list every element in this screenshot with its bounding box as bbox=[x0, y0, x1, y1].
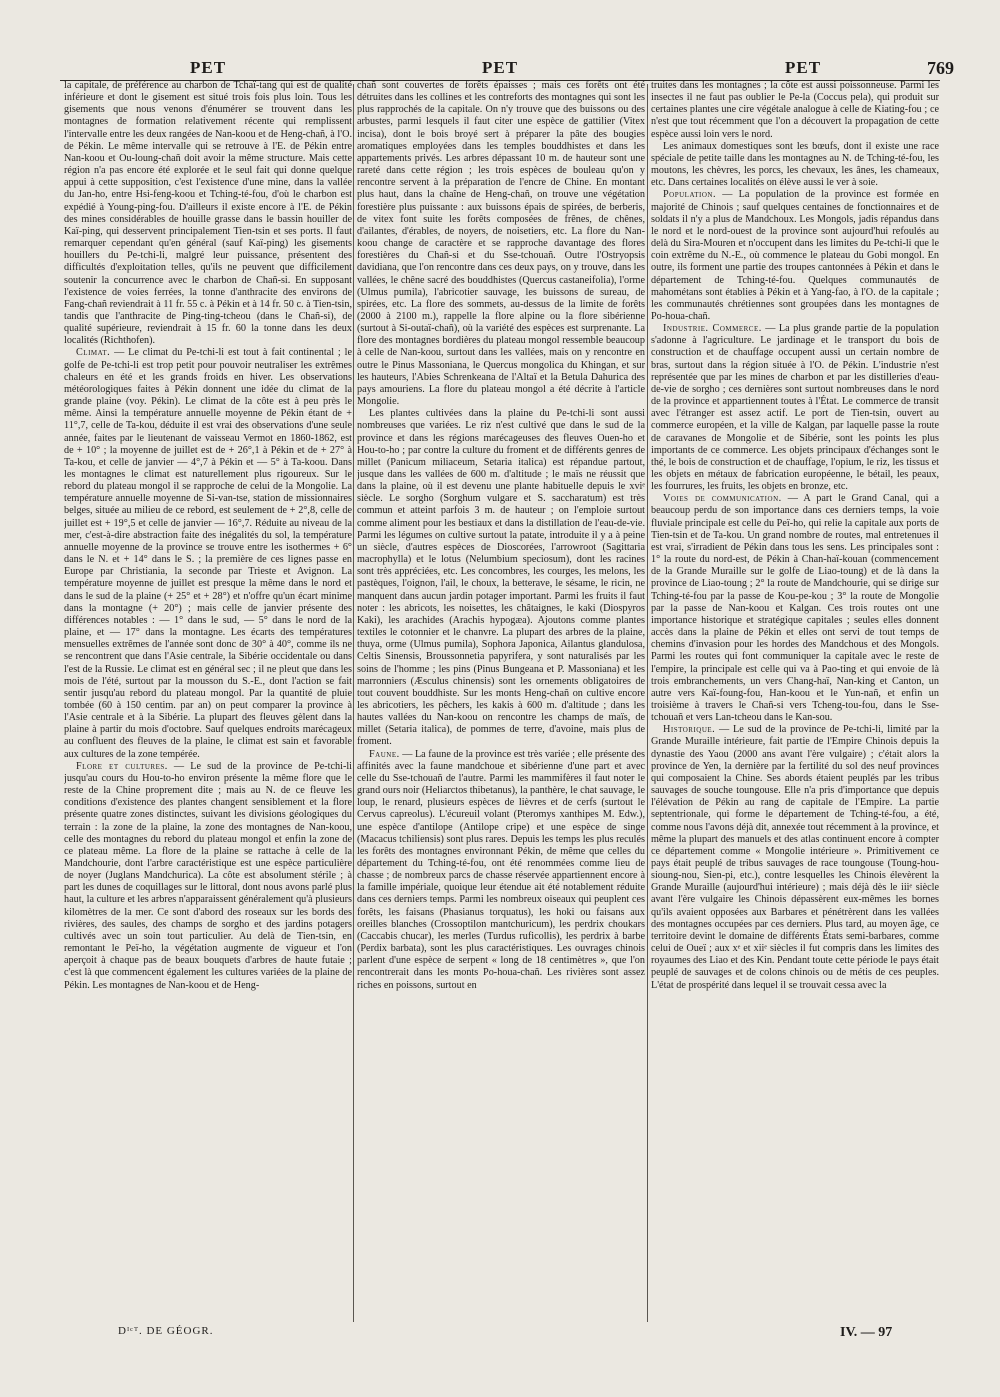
paragraph bbox=[357, 80, 645, 408]
text-column-2 bbox=[357, 80, 645, 1320]
paragraph-text: — Le sud de la province de Pe-tchi-li jusqu'au cours du Hou-to-ho environ présente la même flore que le reste de la Chine proprement dite ; mais au N. de ce fleuve les conditions d'existence des plantes changent sensiblement et la flore présente quatre zones distinctes, suivant les divisions géologiques du terrain : la zone de la plaine, la zone des montagnes de Nan-koou, celle des montagnes du rebord du plateau mongol et enfin la zone de ce plateau même. La flore de la plaine se rattache à celle de la Mandchourie, dont l'arbre caractéristique est une espèce particulière de noyer (Juglans Mandchurica). La côte est absolument stérile ; à part les dunes de coquillages sur le littoral, dont nous avons parlé plus haut, la culture et les arbres n'apparaissent généralement qu'à plusieurs kilomètres de la mer. Ce sont d'abord des roseaux sur les bords des rivières, des saules, des champs de sorgho et des jardins potagers cultivés avec un soin tout particulier. Au delà de Tien-tsin, en remontant le Peï-ho, la végétation augmente de vigueur et l'on aperçoit à chaque pas de beaux bouquets d'arbres de haute futaie ; c'est là que commencent également les cultures variées de la plaine de Pékin. Les montagnes de Nan-koou et de Heng- bbox=[64, 760, 352, 991]
paragraph-text: — Le sud de la province de Pe-tchi-li, limité par la Grande Muraille intérieure, fait partie de l'Empire Chinois depuis la dynastie des Yaou (2000 ans avant l'ère vulgaire) ; c'était alors la province de Yen, la dernière par la fertilité du sol des neuf provinces qui composaient la Chine. Ses abords étaient peuplés par les tribus sauvages de souche toungouse. Elle n'a pris d'importance que depuis l'élévation de Pékin au rang de capitale de l'Empire. La partie septentrionale, qui forme le département de Tching-té-fou, a été, comme nous l'avons déjà dit, annexée tout récemment à la province, et même la plupart des manuels et des atlas continuent encore à compter ce département comme « Mongolie intérieure ». Primitivement ce pays était peuplé de tribus sauvages de race toungouse (Toung-hou-sioung-nou, Sien-pi, etc.), contre lesquelles les Chinois élevèrent la Grande Muraille (aujourd'hui intérieure) ; mais déjà dès le iiiᵉ siècle avant l'ère vulgaire les Chinois dépassèrent eux-mêmes les bornes qu'ils avaient opposées aux Barbares et pénétrèrent dans les vallées des montagnes occupées par ces derniers. Plus tard, au moyen âge, ce territoire devint le domaine de différents États semi-barbares, comme celui de Oueï ; aux xᵉ et xiiᵉ siècles il fut compris dans les limites des royaumes des Liao et des Kin. Pendant toute cette période le pays était peuplé de sauvages et de colons chinois ou de métis de ces peuples. L'état de prospérité dans lequel il se trouvait cessa avec la bbox=[651, 724, 939, 991]
paragraph-text: Les plantes cultivées dans la plaine du Pe-tchi-li sont aussi nombreuses que variées. Le riz n'est cultivé que dans le sud de la province et dans les régions marécageuses des fleuves Ouen-ho et Hou-to-ho ; par contre la culture du froment et de différents genres de millet (Panicum miliaceum, Setaria italica) est répandue partout, jusque dans les vallées de 600 m. d'altitude ; le maïs ne réussit que dans la plaine, où il est devenu une plante habituelle depuis le xviᵉ siècle. Le sorgho (Sorghum vulgare et S. saccharatum) est très commun et atteint parfois 3 m. de hauteur ; on l'emploie surtout comme aliment pour les bestiaux et dans la distillation de l'eau-de-vie. Parmi les légumes on cultive surtout la patate, introduite il y a à peine un siècle, d'autres espèces de Dioscorées, l'arrowroot (Sagittaria macrophylla) et le lotus (Nelumbium speciosum), dont les racines sont très appréciées, etc. Les concombres, les courges, les melons, les pastèques, l'oignon, l'ail, le choux, la betterave, le sésame, le ricin, ne manquent dans aucun jardin potager important. Parmi les fruits il faut noter : les abricots, les noisettes, les châtaignes, le kaki (Diospyros Kaki), les arachides (Arachis hypogæa). Ajoutons comme plantes textiles le cotonnier et le chanvre. La plupart des arbres de la plaine, thuya, orme (Ulmus pumila), Sophora Japonica, Ailantus glandulosa, Celtis Sinensis, Broussonnetia papyrifera, y sont naturalisés par les soins de l'homme ; les pins (Pinus Bungeana et P. Massoniana) et les marronniers (Æsculus chinensis) sont les ornements obligatoires de tout couvent bouddhiste. Sur les monts Heng-chañ on cultive encore les abricotiers, les pêchers, les kakis à 600 m. d'altitude ; dans les hautes vallées du Nan-koou on rencontre les champs de maïs, de millet (Setaria italica), de pommes de terre, d'avoine, mais plus de froment. bbox=[357, 408, 645, 748]
text-column-1 bbox=[64, 80, 352, 1320]
paragraph-text: truites dans les montagnes ; la côte est aussi poissonneuse. Parmi les insectes il ne faut pas oublier le Pe-la (Coccus pela), qui produit sur certaines plantes une cire végétale analogue à celle de Kiating-fou ; ce n'est que tout récemment que l'on a découvert la propagation de cette espèce aussi loin vers le nord. bbox=[651, 80, 939, 140]
paragraph bbox=[651, 724, 939, 991]
paragraph bbox=[64, 80, 352, 347]
paragraph bbox=[64, 761, 352, 992]
column-divider-2 bbox=[647, 84, 648, 1322]
section-heading: Industrie. Commerce. bbox=[663, 323, 762, 335]
section-heading: Historique. bbox=[663, 724, 716, 736]
paragraph bbox=[651, 141, 939, 190]
footer-sheet-number: IV. — 97 bbox=[840, 1325, 893, 1340]
section-heading: Faune. bbox=[369, 748, 400, 760]
paragraph bbox=[651, 493, 939, 724]
page-number: 769 bbox=[927, 58, 954, 78]
header-center-word: PET bbox=[482, 58, 519, 77]
footer-signature: Dᴵᶜᵀ. DE GÉOGR. bbox=[118, 1325, 214, 1337]
header-right-word: PET bbox=[785, 58, 822, 77]
paragraph bbox=[651, 189, 939, 323]
paragraph-text: — La population de la province est formée en majorité de Chinois ; sauf quelques centaines de fonctionnaires et de soldats il n'y a plus de Mandchoux. Les Mongols, jadis répandus dans le nord et le nord-ouest de la province sont aujourd'hui refoulés au delà du Sira-Mouren et n'occupent dans les limites du Pe-tchi-li que le coin extrême du N.-E., où commence le plateau du Gobi mongol. En outre, ils forment une partie des troupes cantonnées à Pékin et dans le département de Tching-té-fou. Quelques communautés de mahométans sont établies à Pékin et à Yang-fao, à l'O. de la capitale ; les communautés chrétiennes sont groupées dans les montagnes de Po-houa-chañ. bbox=[651, 189, 939, 322]
paragraph bbox=[651, 323, 939, 493]
column-divider-1 bbox=[353, 84, 354, 1322]
paragraph-text: — La plus grande partie de la population s'adonne à l'agriculture. Le jardinage et le transport du bois de construction et de chauffage occupent aussi un certain nombre de bras, surtout dans la région située à l'O. de Pékin. L'industrie n'est représentée que par les mines de charbon et par les distilleries d'eau-de-vie de sorgho ; ces dernières sont surtout nombreuses dans le nord de la province et appartiennent toutes à l'État. Le commerce de transit avec l'étranger est assez actif. Le port de Tien-tsin, ouvert au commerce européen, et la ville de Kalgan, par laquelle passe la route de caravanes de Mongolie et de Sibérie, sont les points les plus importants de ce commerce. Les objets principaux d'échanges sont le thé, le bois de construction et de chauffage, l'opium, le riz, les tissus et les objets en métaux de fabrication européenne, le bétail, les peaux, les fourrures, les fruits, les objets en bronze, etc. bbox=[651, 323, 939, 493]
paragraph bbox=[357, 408, 645, 748]
text-column-3 bbox=[651, 80, 939, 1320]
paragraph bbox=[357, 749, 645, 992]
section-heading: Population. bbox=[663, 189, 716, 201]
header-left-word: PET bbox=[190, 58, 227, 77]
paragraph-text: — A part le Grand Canal, qui a beaucoup perdu de son importance dans ces derniers temps, la voie fluviale principale est celle du Peï-ho, qui relie la capitale aux ports de Tien-tsin et de Ta-kou. Un grand nombre de routes, mal entretenues il est vrai, s'irradient de Pékin dans tous les sens. Les principales sont : 1° la route du nord-est, de Pékin à Chan-haï-kouan (commencement de la Grande Muraille sur le golfe de Liao-toung) et de là dans la province de Liao-toung ; 2° la route de Mandchourie, qui se dirige sur Tching-té-fou par la passe de Kou-pe-kou ; 3° la route de Mongolie par la passe de Nan-koou et Kalgan. Ces trois routes ont une importance historique et stratégique capitales ; seules elles donnent accès dans la plaine de Pékin et elles ont servi de tout temps de chemins d'invasion pour les hordes des Mandchous et des Mongols. Parmi les routes qui font communiquer la capitale avec le reste de l'empire, la principale est celle qui va à Pao-ting et qui envoie de là trois embranchements, un vers Chang-haï, Nan-king et Canton, un autre vers Kaï-foung-fou, Han-koou et le Yun-nañ, et enfin un troisième à travers le Chañ-si vers Tcheng-tou-fou, dans le Sse-tchouañ et vers Lan-tcheou dans le Kan-sou. bbox=[651, 493, 939, 724]
paragraph bbox=[64, 347, 352, 760]
paragraph bbox=[651, 80, 939, 141]
paragraph-text: la capitale, de préférence au charbon de Tchaï-tang qui est de qualité inférieure et dont le gisement est situé trois fois plus loin. Tous les gisements que nous venons d'énumérer se trouvent dans les montagnes de formation relativement récente qui remplissent l'intervalle entre les deux rangées de Nan-koou et de Heng-chañ, à l'O. de Pékin. Le même intervalle qui se retrouve à l'E. de Pékin entre Nan-koou et Ou-loung-chañ doit avoir la même structure. Mais cette région n'a pas encore été explorée et le seul fait qui donne quelque appui à cette supposition, c'est l'existence d'une mine, dans la vallée du Jan-ho, entre Hsi-feng-koou et Tching-té-fou, d'où le charbon est expédié à Young-ping-fou. D'ailleurs il existe encore à l'E. de Pékin des mines considérables de houille grasse dans le bassin houiller de Kaï-ping, qui desservent principalement Tien-tsin et ses ports. Il faut remarquer cependant qu'en général (sauf Kaï-ping) les gisements houillers du Pe-tchi-li, malgré leur puissance, présentent des difficultés d'exploitation telles, qu'ils ne peuvent que difficilement soutenir la concurrence avec le charbon de Chañ-si. En supposant l'existence de voies ferrées, la tonne d'anthracite des environs de Fang-chañ reviendrait à 11 fr. 55 c. à Pékin et à 14 fr. 50 c. à Tien-tsin, tandis que l'anthracite de Ping-ting-tcheou (dans le Chañ-si), de qualité supérieure, reviendrait à 15 fr. 60 la tonne dans les deux localités (Richthofen). bbox=[64, 80, 352, 347]
section-heading: Voies de communication. bbox=[663, 493, 782, 505]
paragraph-text: — La faune de la province est très variée ; elle présente des affinités avec la faune mandchoue et sibérienne d'une part et avec celle du Sse-tchouañ de l'autre. Parmi les mammifères il faut noter le grand ours noir (Heliarctos thibetanus), la panthère, le chat sauvage, le loup, le renard, plusieurs espèces de lièvres et de cerfs (surtout le Cervus capreolus). L'écureuil volant (Pteromys xanthipes M. Edw.), une espèce d'antilope (Antilope cripe) et une espèce de singe (Macacus tchiliensis) sont plus rares. Depuis les temps les plus reculés les forêts des montagnes environnant Pékin, de même que celles du département du Tching-té-fou, ont été renommées comme lieu de chasse ; de nombreux parcs de chasse réservée appartiennent encore à la famille impériale, quoique leur étendue ait été notablement réduite dans ces derniers temps. Parmi les nombreux oiseaux qui peuplent ces forêts, les faisans (Phasianus torquatus), les hoki ou faisans aux oreilles blanches (Crossoptilon mantchuricum), les perdrix choukars (Caccabis chucar), les merles (Turdus ruficollis), les perdrix à barbe (Perdix barbata), sont les plus caractéristiques. Les ouvrages chinois parlent d'une espèce de serpent « long de 18 centimètres », que l'on rencontrerait dans les monts Po-houa-chañ. Les rivières sont assez riches en poissons, surtout en bbox=[357, 748, 645, 991]
page-footer bbox=[0, 1325, 1000, 1349]
paragraph-text: chañ sont couvertes de forêts épaisses ; mais ces forêts ont été détruites dans les collines et les contreforts des montagnes qui sont les plus rapprochés de la capitale. On n'y trouve que des buissons ou des arbustes, parmi lesquels il faut citer une espèce de gattilier (Vitex incisa), dont le bois broyé sert à préparer la pâte des bougies aromatiques employées dans les temples bouddhistes et dans les appartements privés. Les arbres dépassant 10 m. de hauteur sont une rareté dans cette région ; les trois espèces de bouleau qu'on y rencontre servent à la préparation de l'encre de Chine. En montant plus haut, dans la chaîne de Heng-chañ, on trouve une végétation forestière plus puissante : aux buissons épais de spirées, de berberis, de vitex font suite les forêts composées de frênes, de chênes, d'ailantes, d'érables, de noyers, de noisetiers, etc. La flore du Nan-koou change de caractère et se rapproche davantage des flores forestières du Chañ-si et du Sse-tchouañ. Outre l'Ostryopsis davidiana, que l'on rencontre dans ces deux pays, on y trouve, dans les vallées, le chêne sacré des bouddhistes (Quercus castaneifolia), l'orme (Ulmus pumila), l'abricotier sauvage, les buissons de sureau, de spirées, etc. La flore des sommets, au-dessus de la limite de forêts (2000 à 2100 m.), rappelle la flore alpine ou la flore sibérienne (surtout à Si-outaï-chañ), où la variété des espèces est surprenante. La flore des montagnes bordières du plateau mongol ressemble beaucoup à celle de Nan-koou, surtout dans les vallées, mais on y rencontre en outre le Pinus Massoniana, le Quercus mongolica du Khingan, et sur les hauteurs, l'Abies Schrenkeana de l'Altaï et la Betula Dahurica des pays amouriens. La flore du plateau mongol a été décrite à l'article Mongolie. bbox=[357, 80, 645, 408]
paragraph-text: Les animaux domestiques sont les bœufs, dont il existe une race spéciale de petite taille dans les montagnes au N. de Tching-té-fou, les moutons, les chèvres, les porcs, les chevaux, les ânes, les chameaux, etc. Dans certaines localités on élève aussi le ver à soie. bbox=[651, 140, 939, 189]
paragraph-text: — Le climat du Pe-tchi-li est tout à fait continental ; le golfe de Pe-tchi-li est trop petit pour pouvoir neutraliser les extrêmes chaleurs en été et les grands froids en hiver. Les observations météorologiques faites à Pékin donnent une idée du climat de la grande plaine (voy. Pékin). Le climat de la côte est à peu près le même. Ainsi la température annuelle moyenne de Pékin étant de + 11°,7, celle de Ta-kou, déduite il est vrai des observations d'une seule année, faites par le lieutenant de vaisseau Vermot en 1860-1862, est de + 10° ; la moyenne de juillet est de + 26°,1 à Pékin et de + 27° à Ta-kou, et celle de janvier — 4°,7 à Pékin et — 5° à Ta-koou. Dans les montagnes le climat est naturellement plus rigoureux. Sur le rebord du plateau mongol il se rapproche de celui de la Mongolie. La température annuelle moyenne de Si-van-tse, station de missionnaires belges, située au milieu de ce rebord, est seulement de + 2°,8, celle de juillet est + 19°,5 et celle de janvier — 16°,7. Réduite au niveau de la mer, c'est-à-dire abstraction faite des inégalités du sol, la température annuelle moyenne de la province se trouve entre les isothermes + 6° dans le N. et + 14° dans le S. ; la première de ces lignes passe en Europe par Christiania, la seconde par Trieste et Avignon. La température moyenne de juillet est presque la même dans le nord et dans le sud de la plaine (+ 25° et + 28°) et n'offre qu'un écart minime dans la montagne (+ 20°) ; mais celle de janvier présente des différences notables : — 1° dans le sud, — 5° dans le nord de la plaine, et — 17° dans la montagne. Les écarts des températures mensuelles extrêmes de l'année sont donc de 30° à 40°, comme ils ne se rencontrent que dans l'Asie centrale, la Sibérie occidentale ou dans l'est de la Russie. Le climat est en général sec ; il ne pleut que dans les mois de l'été, surtout par la mousson du S.-E., dont l'action se fait sentir jusqu'au rebord du plateau mongol. Par la quantité de pluie tombée (60 à 150 centim. par an) on peut comparer la province à l'Asie centrale et à la Sibérie. La plupart des fleuves gèlent dans la plaine à partir du mois d'octobre. Sauf quelques endroits marécageux au confluent des fleuves de la plaine, le climat est sain et favorable aux cultures de la zone tempérée. bbox=[64, 347, 352, 760]
section-heading: Flore et cultures. bbox=[76, 760, 168, 772]
section-heading: Climat. bbox=[76, 347, 111, 359]
